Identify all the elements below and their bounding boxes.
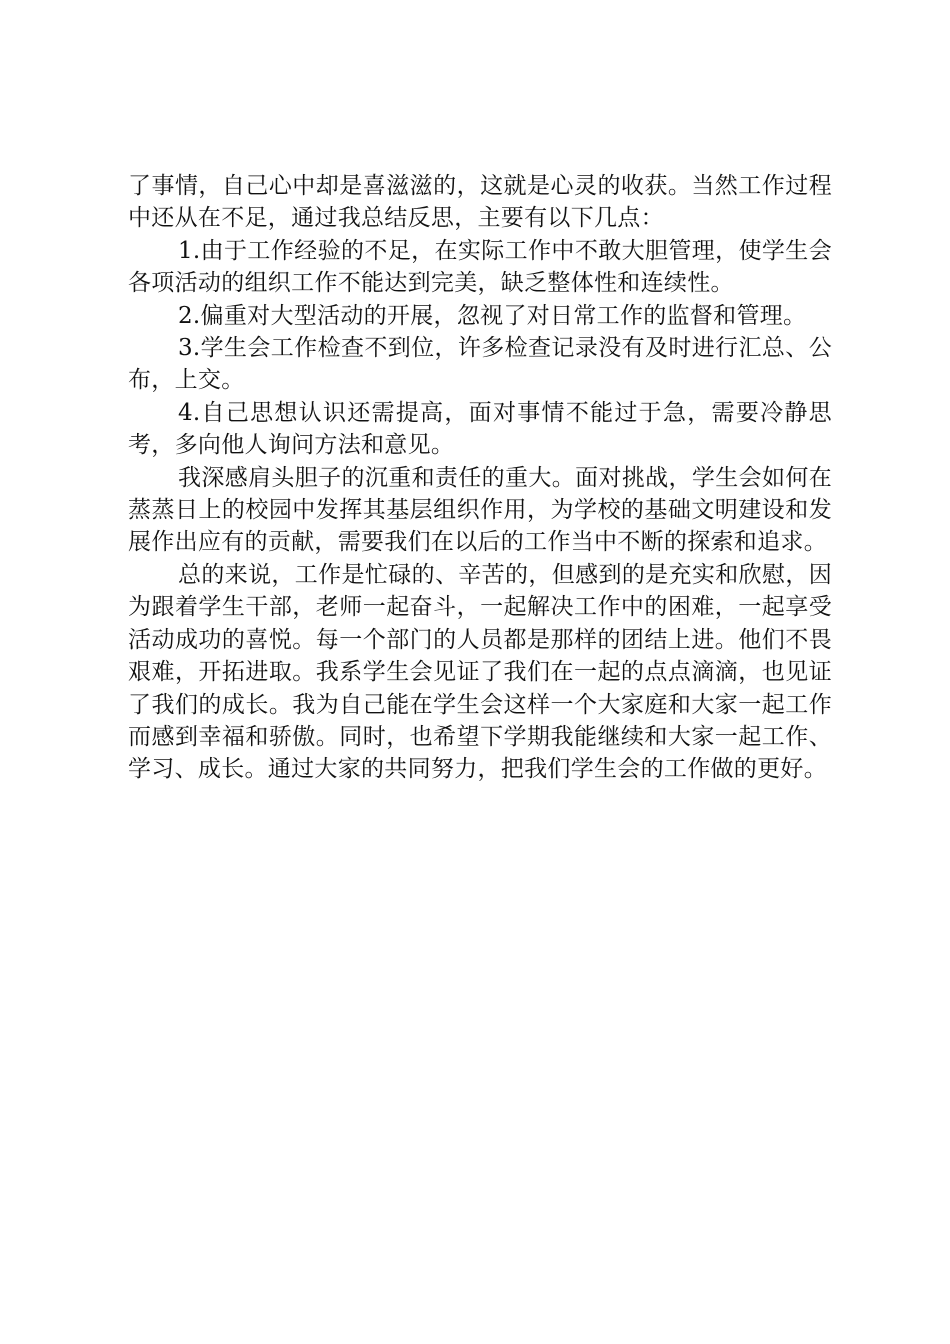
paragraph-point-2: 2.偏重对大型活动的开展，忽视了对日常工作的监督和管理。 — [178, 302, 807, 329]
paragraph-continuation: 了事情，自己心中却是喜滋滋的，这就是心灵的收获。当然工作过程中还从在不足，通过我总结反思，主要有以下几点： — [128, 173, 832, 232]
paragraph-point-3: 3.学生会工作检查不到位，许多检查记录没有及时进行汇总、公布，上交。 — [128, 335, 832, 394]
paragraph-responsibility: 我深感肩头胆子的沉重和责任的重大。面对挑战，学生会如何在蒸蒸日上的校园中发挥其基层组织作用，为学校的基础文明建设和发展作出应有的贡献，需要我们在以后的工作当中不断的探索和追求。 — [128, 464, 832, 556]
paragraph-summary: 总的来说，工作是忙碌的、辛苦的，但感到的是充实和欣慰，因为跟着学生干部，老师一起奋斗，一起解决工作中的困难，一起享受活动成功的喜悦。每一个部门的人员都是那样的团结上进。他们不畏艰难，开拓进取。我系学生会见证了我们在一起的点点滴滴，也见证了我们的成长。我为自己能在学生会这样一个大家庭和大家一起工作而感到幸福和骄傲。同时，也希望下学期我能继续和大家一起工作、学习、成长。通过大家的共同努力，把我们学生会的工作做的更好。 — [128, 561, 832, 783]
paragraph-point-1: 1.由于工作经验的不足，在实际工作中不敢大胆管理，使学生会各项活动的组织工作不能达到完美，缺乏整体性和连续性。 — [128, 237, 832, 297]
document-body — [128, 170, 832, 786]
paragraph-point-4: 4.自己思想认识还需提高，面对事情不能过于急，需要冷静思考，多向他人询问方法和意见。 — [128, 399, 832, 459]
